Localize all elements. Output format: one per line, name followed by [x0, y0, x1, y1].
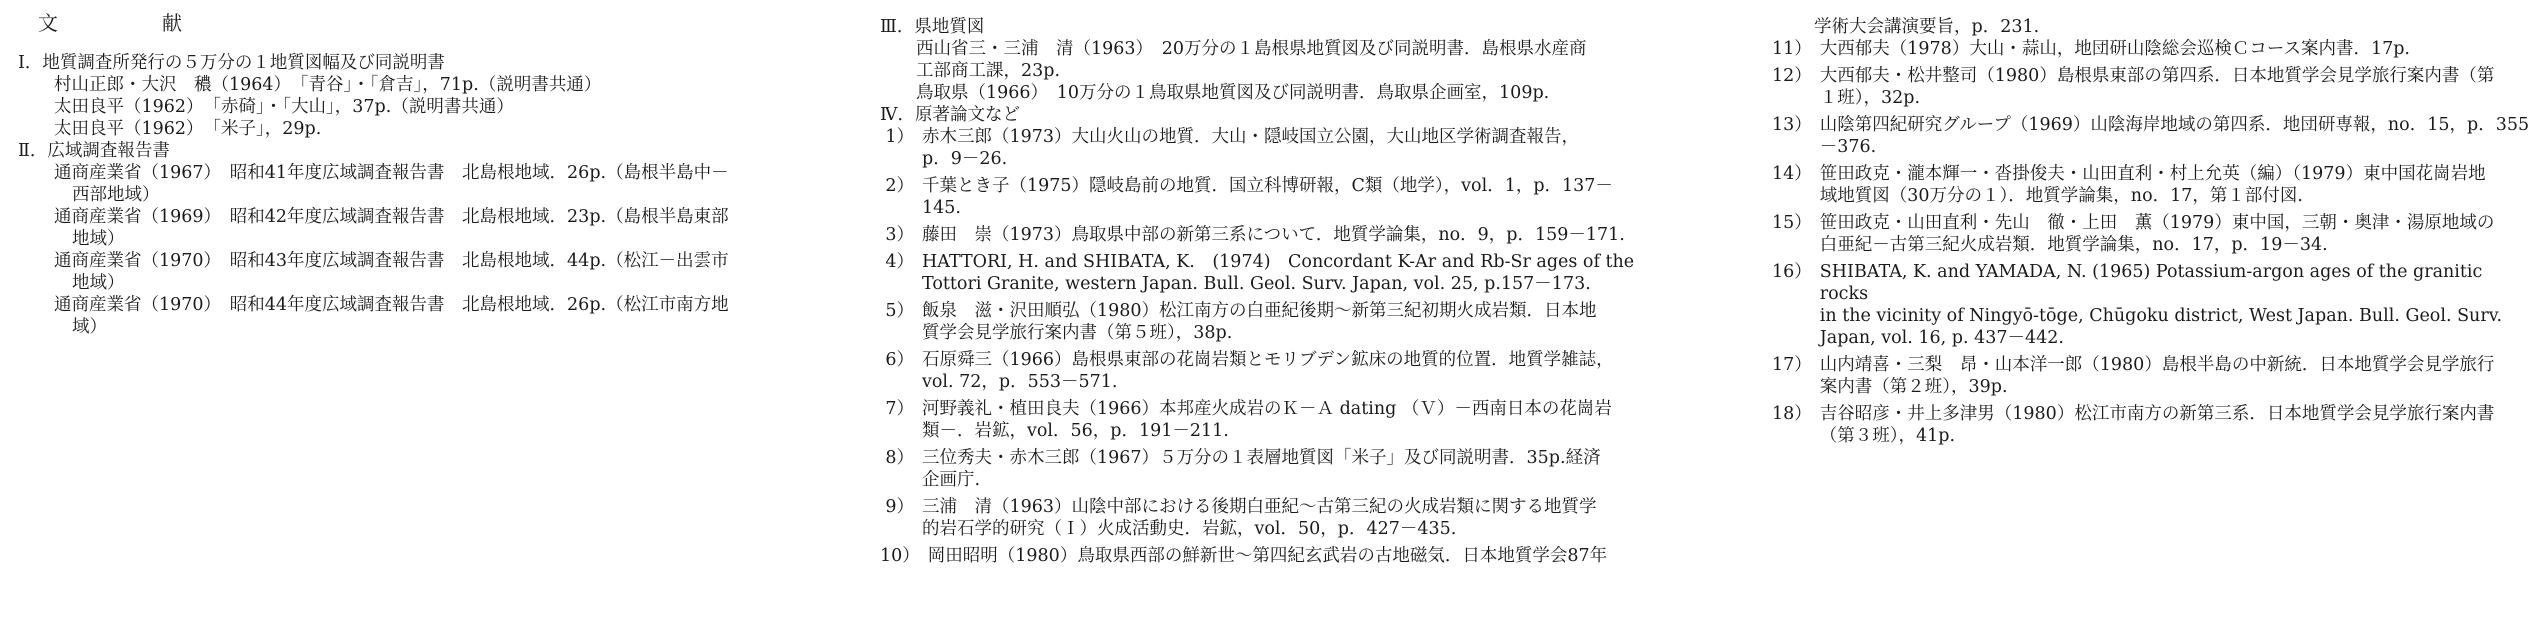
reference-number: 8）: [885, 448, 914, 468]
reference-line: １班），32p.: [1819, 88, 1921, 108]
reference-line: 飯泉 滋・沢田順弘（1980）松江南方の白亜紀後期～新第三紀初期火成岩類．日本地: [922, 301, 1597, 321]
reference-line: 河野義礼・植田良夫（1966）本邦産火成岩のＫ－Ａ dating （Ｖ）－西南日本の花崗岩: [922, 399, 1612, 419]
reference-text: [922, 496, 1670, 540]
reference-entry: [1772, 65, 2532, 109]
reference-entry: [880, 126, 1670, 170]
reference-text: [922, 126, 1670, 170]
reference-line: 笹田政克・瀧本輝一・沓掛俊夫・山田直利・村上允英（編）（1979）東中国花崗岩地: [1819, 164, 2486, 184]
reference-text: [922, 447, 1670, 491]
reference-text: [1820, 163, 2532, 207]
reference-line: 大西郁夫（1978）大山・蒜山，地団研山陰総会巡検Ｃコース案内書．17p.: [1819, 39, 2410, 59]
reference-line: －376.: [1819, 137, 1877, 157]
column-3: [1772, 16, 2532, 452]
reference-entry: [880, 545, 1670, 567]
reference-line: 工部商工課，23p.: [916, 61, 1061, 81]
reference-entry: [1772, 212, 2532, 256]
reference-list: [1772, 38, 2532, 447]
reference-line: 大西郁夫・松井整司（1980）島根県東部の第四系．日本地質学会見学旅行案内書（第: [1819, 66, 2495, 86]
reference-entry: [1772, 114, 2532, 158]
reference-text: [1820, 38, 2532, 60]
reference-line: 石原舜三（1966）島根県東部の花崗岩類とモリブデン鉱床の地質的位置．地質学雑誌，: [922, 350, 1614, 370]
reference-entry: 村山正郎・大沢 穠（1964） 「青谷」・「倉吉」，71p.（説明書共通）: [54, 75, 602, 95]
section-4-title: Ⅳ．原著論文など: [880, 105, 1020, 125]
column-1: [18, 52, 818, 338]
reference-line: 145.: [922, 198, 961, 218]
reference-number: 13）: [1772, 115, 1812, 135]
reference-entry: [1772, 261, 2532, 349]
reference-line: 藤田 崇（1973）鳥取県中部の新第三系について．地質学論集，no．9，p．159－171.: [922, 225, 1625, 245]
reference-text: [1820, 354, 2532, 398]
reference-entry: [880, 349, 1670, 393]
reference-entry: [880, 224, 1670, 246]
reference-number: 10）: [880, 546, 920, 566]
reference-line: 山内靖喜・三梨 昂・山本洋一郎（1980）島根半島の中新統．日本地質学会見学旅行: [1819, 355, 2495, 375]
reference-line: 地域）: [72, 273, 125, 293]
reference-number: 7）: [885, 399, 914, 419]
reference-number: 6）: [885, 350, 914, 370]
reference-number: 17）: [1772, 355, 1812, 375]
reference-text: [922, 300, 1670, 344]
reference-text: [1820, 261, 2532, 349]
reference-line: 笹田政克・山田直利・先山 徹・上田 薫（1979）東中国，三朝・奥津・湯原地域の: [1819, 213, 2495, 233]
reference-entry: [1772, 38, 2532, 60]
reference-line: 西部地域）: [72, 185, 160, 205]
reference-line: 質学会見学旅行案内書（第５班），38p.: [922, 323, 1233, 343]
reference-line: 通商産業省（1970） 昭和44年度広域調査報告書 北島根地域．26p.（松江市南方地: [54, 295, 729, 315]
reference-number: 3）: [885, 225, 914, 245]
reference-line: （第３班），41p.: [1819, 426, 1956, 446]
reference-number: 16）: [1772, 262, 1812, 282]
reference-text: [1820, 212, 2532, 256]
reference-entry: [880, 398, 1670, 442]
reference-number: 2）: [885, 176, 914, 196]
reference-entry: 太田良平（1962） 「米子」，29p.: [54, 119, 322, 139]
reference-continuation: 学術大会講演要旨，p．231.: [1814, 17, 2040, 37]
reference-number: 1）: [885, 127, 914, 147]
reference-line: 通商産業省（1969） 昭和42年度広域調査報告書 北島根地域．23p.（島根半島東部: [54, 207, 729, 227]
reference-text: [922, 251, 1670, 295]
reference-line: 的岩石学的研究（Ｉ）火成活動史．岩鉱，vol．50，p．427－435.: [922, 519, 1457, 539]
reference-entry: 太田良平（1962） 「赤碕」・「大山」，37p.（説明書共通）: [54, 97, 514, 117]
reference-number: 4）: [885, 252, 914, 272]
reference-text: [922, 398, 1670, 442]
reference-number: 14）: [1772, 164, 1812, 184]
reference-number: 12）: [1772, 66, 1812, 86]
reference-text: [1820, 65, 2532, 109]
reference-entry: [880, 251, 1670, 295]
reference-line: 赤木三郎（1973）大山火山の地質．大山・隠岐国立公園，大山地区学術調査報告，: [922, 127, 1580, 147]
column-2: [880, 16, 1670, 572]
section-2-title: Ⅱ．広域調査報告書: [18, 141, 170, 161]
reference-entry: [1772, 403, 2532, 447]
reference-line: 山陰第四紀研究グループ（1969）山陰海岸地域の第四系．地団研専報，no．15，p．355: [1819, 115, 2530, 135]
reference-line: 西山省三・三浦 清（1963） 20万分の１島根県地質図及び同説明書．島根県水産商: [916, 39, 1587, 59]
references-heading: 文 献: [38, 11, 224, 35]
reference-text: [922, 349, 1670, 393]
reference-line: 鳥取県（1966） 10万分の１鳥取県地質図及び同説明書．鳥取県企画室，109p.: [916, 83, 1550, 103]
reference-text: [922, 224, 1670, 246]
reference-line: 通商産業省（1967） 昭和41年度広域調査報告書 北島根地域．26p.（島根半島中－: [54, 163, 729, 183]
reference-number: 18）: [1772, 404, 1812, 424]
reference-text: [1820, 114, 2532, 158]
reference-line: Japan, vol. 16, p. 437－442.: [1819, 328, 2064, 348]
reference-line: 類－．岩鉱，vol．56，p．191－211.: [922, 421, 1229, 441]
reference-entry: [54, 162, 818, 206]
reference-entry: [1772, 163, 2532, 207]
reference-entry: [1772, 354, 2532, 398]
reference-line: SHIBATA, K. and YAMADA, N. (1965) Potassium-argon ages of the granitic rocks: [1819, 262, 2483, 304]
reference-line: 吉谷昭彦・井上多津男（1980）松江市南方の新第三系．日本地質学会見学旅行案内書: [1819, 404, 2495, 424]
reference-line: 企画庁.: [922, 470, 981, 490]
reference-entry: [916, 82, 1670, 104]
reference-line: 白亜紀－古第三紀火成岩類．地質学論集，no．17，p．19－34.: [1819, 235, 2328, 255]
reference-entry: [916, 38, 1670, 82]
reference-number: 5）: [885, 301, 914, 321]
reference-entry: [880, 496, 1670, 540]
reference-text: [922, 175, 1670, 219]
reference-line: vol. 72，p．553－571.: [922, 372, 1118, 392]
reference-list: [880, 126, 1670, 567]
reference-line: 案内書（第２班），39p.: [1819, 377, 2008, 397]
reference-line: p．9－26.: [922, 149, 1008, 169]
reference-line: 三浦 清（1963）山陰中部における後期白亜紀～古第三紀の火成岩類に関する地質学: [922, 497, 1597, 517]
section-1-title: Ⅰ．地質調査所発行の５万分の１地質図幅及び同説明書: [18, 53, 445, 73]
reference-number: 15）: [1772, 213, 1812, 233]
reference-line: Tottori Granite, western Japan. Bull. Geol. Surv. Japan, vol. 25, p.157－173.: [922, 274, 1591, 294]
reference-text: [1820, 403, 2532, 447]
reference-line: 地域）: [72, 229, 125, 249]
reference-entry: [54, 250, 818, 294]
reference-line: 域地質図（30万分の１）．地質学論集，no．17，第１部付図.: [1819, 186, 2303, 206]
reference-entry: [880, 175, 1670, 219]
section-3-title: Ⅲ．県地質図: [880, 17, 985, 37]
reference-line: 岡田昭明（1980）鳥取県西部の鮮新世～第四紀玄武岩の古地磁気．日本地質学会87年: [927, 546, 1608, 566]
reference-entry: [880, 447, 1670, 491]
reference-entry: [54, 294, 818, 338]
reference-text: [928, 545, 1670, 567]
reference-line: HATTORI, H. and SHIBATA, K. (1974) Concordant K-Ar and Rb-Sr ages of the: [922, 252, 1635, 272]
reference-number: 9）: [885, 497, 914, 517]
reference-entry: [54, 206, 818, 250]
reference-entry: [880, 300, 1670, 344]
reference-line: 域）: [72, 317, 107, 337]
reference-number: 11）: [1772, 39, 1812, 59]
reference-line: 通商産業省（1970） 昭和43年度広域調査報告書 北島根地域．44p.（松江－出雲市: [54, 251, 729, 271]
reference-line: in the vicinity of Ningyō-tōge, Chūgoku district, West Japan. Bull. Geol. Surv.: [1819, 306, 2503, 326]
reference-line: 三位秀夫・赤木三郎（1967）５万分の１表層地質図「米子」及び同説明書．35p.経済: [922, 448, 1601, 468]
reference-line: 千葉とき子（1975）隠岐島前の地質．国立科博研報，C類（地学），vol．1，p．137－: [922, 176, 1613, 196]
